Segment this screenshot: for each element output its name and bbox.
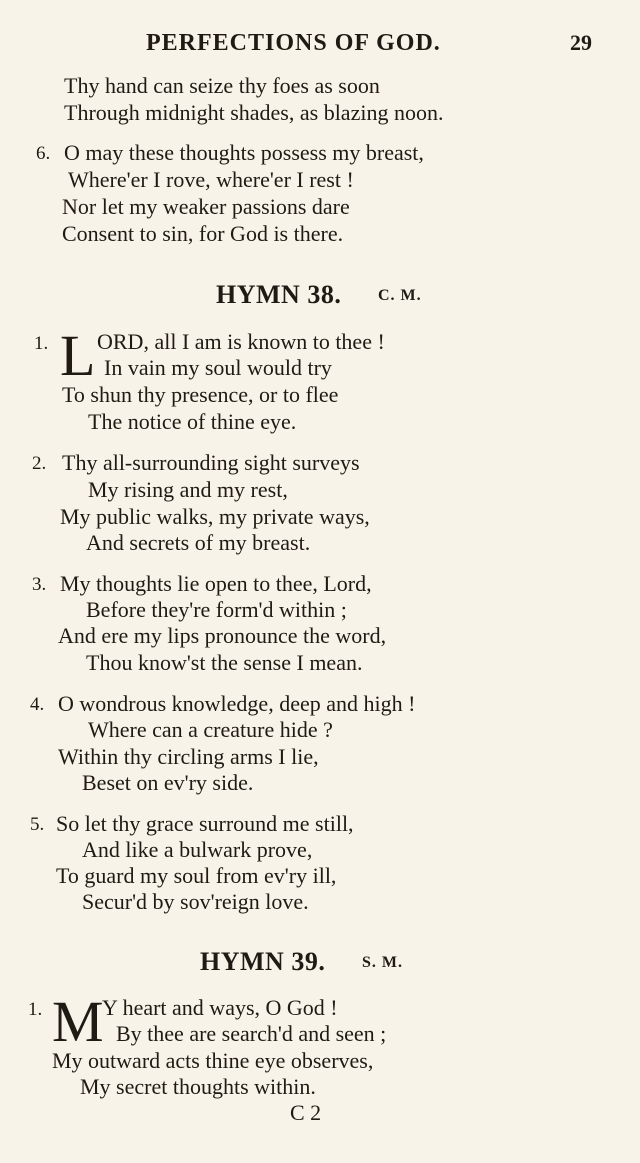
verse-line: And ere my lips pronounce the word, — [58, 623, 387, 648]
verse-line: Where'er I rove, where'er I rest ! — [68, 167, 354, 192]
verse-line: So let thy grace surround me still, — [56, 811, 354, 836]
verse-line: And like a bulwark prove, — [82, 837, 313, 862]
verse-line: My outward acts thine eye observes, — [52, 1048, 374, 1073]
stanza-number: 6. — [36, 143, 51, 164]
verse-line: O may these thoughts possess my breast, — [64, 140, 424, 165]
verse-line: Consent to sin, for God is there. — [62, 221, 344, 246]
verse-line: Y heart and ways, O God ! — [102, 995, 338, 1020]
stanza-number: 5. — [30, 814, 45, 835]
verse-line: In vain my soul would try — [104, 355, 332, 380]
verse-line: My public walks, my private ways, — [60, 504, 370, 529]
page-header — [0, 30, 640, 60]
verse-line: To shun thy presence, or to flee — [62, 382, 339, 407]
verse-line: Within thy circling arms I lie, — [58, 744, 319, 769]
verse-line: Thy hand can seize thy foes as soon — [64, 73, 380, 98]
hymn-title: HYMN 38. — [216, 280, 342, 309]
signature-mark: C 2 — [290, 1100, 322, 1125]
verse-line: By thee are search'd and seen ; — [116, 1021, 387, 1046]
verse-line: To guard my soul from ev'ry ill, — [56, 863, 337, 888]
verse-line: Beset on ev'ry side. — [82, 770, 254, 795]
running-head: PERFECTIONS OF GOD. — [146, 30, 441, 56]
verse-line: My thoughts lie open to thee, Lord, — [60, 571, 372, 596]
hymn-meter: S. M. — [362, 954, 403, 971]
verse-line: Before they're form'd within ; — [86, 597, 347, 622]
verse-line: My rising and my rest, — [88, 477, 288, 502]
verse-line: ORD, all I am is known to thee ! — [97, 329, 385, 354]
verse-line: Thy all-surrounding sight surveys — [62, 450, 360, 475]
verse-line: The notice of thine eye. — [88, 409, 297, 434]
verse-line: And secrets of my breast. — [86, 530, 311, 555]
hymn-meter: C. M. — [378, 287, 422, 304]
stanza-number: 3. — [32, 574, 47, 595]
stanza-number: 2. — [32, 453, 47, 474]
verse-line: Secur'd by sov'reign love. — [82, 889, 309, 914]
stanza-number: 1. — [28, 999, 43, 1020]
verse-line: Through midnight shades, as blazing noon. — [64, 100, 444, 125]
drop-capital: L — [60, 323, 96, 388]
drop-capital: M — [52, 989, 104, 1054]
stanza-number: 4. — [30, 694, 45, 715]
verse-line: My secret thoughts within. — [80, 1074, 316, 1099]
stanza-number: 1. — [34, 333, 49, 354]
hymn-title: HYMN 39. — [200, 947, 326, 976]
verse-line: Where can a creature hide ? — [88, 717, 333, 742]
verse-line: Nor let my weaker passions dare — [62, 194, 350, 219]
verse-line: Thou know'st the sense I mean. — [86, 650, 363, 675]
page-number: 29 — [570, 30, 592, 55]
verse-line: O wondrous knowledge, deep and high ! — [58, 691, 416, 716]
